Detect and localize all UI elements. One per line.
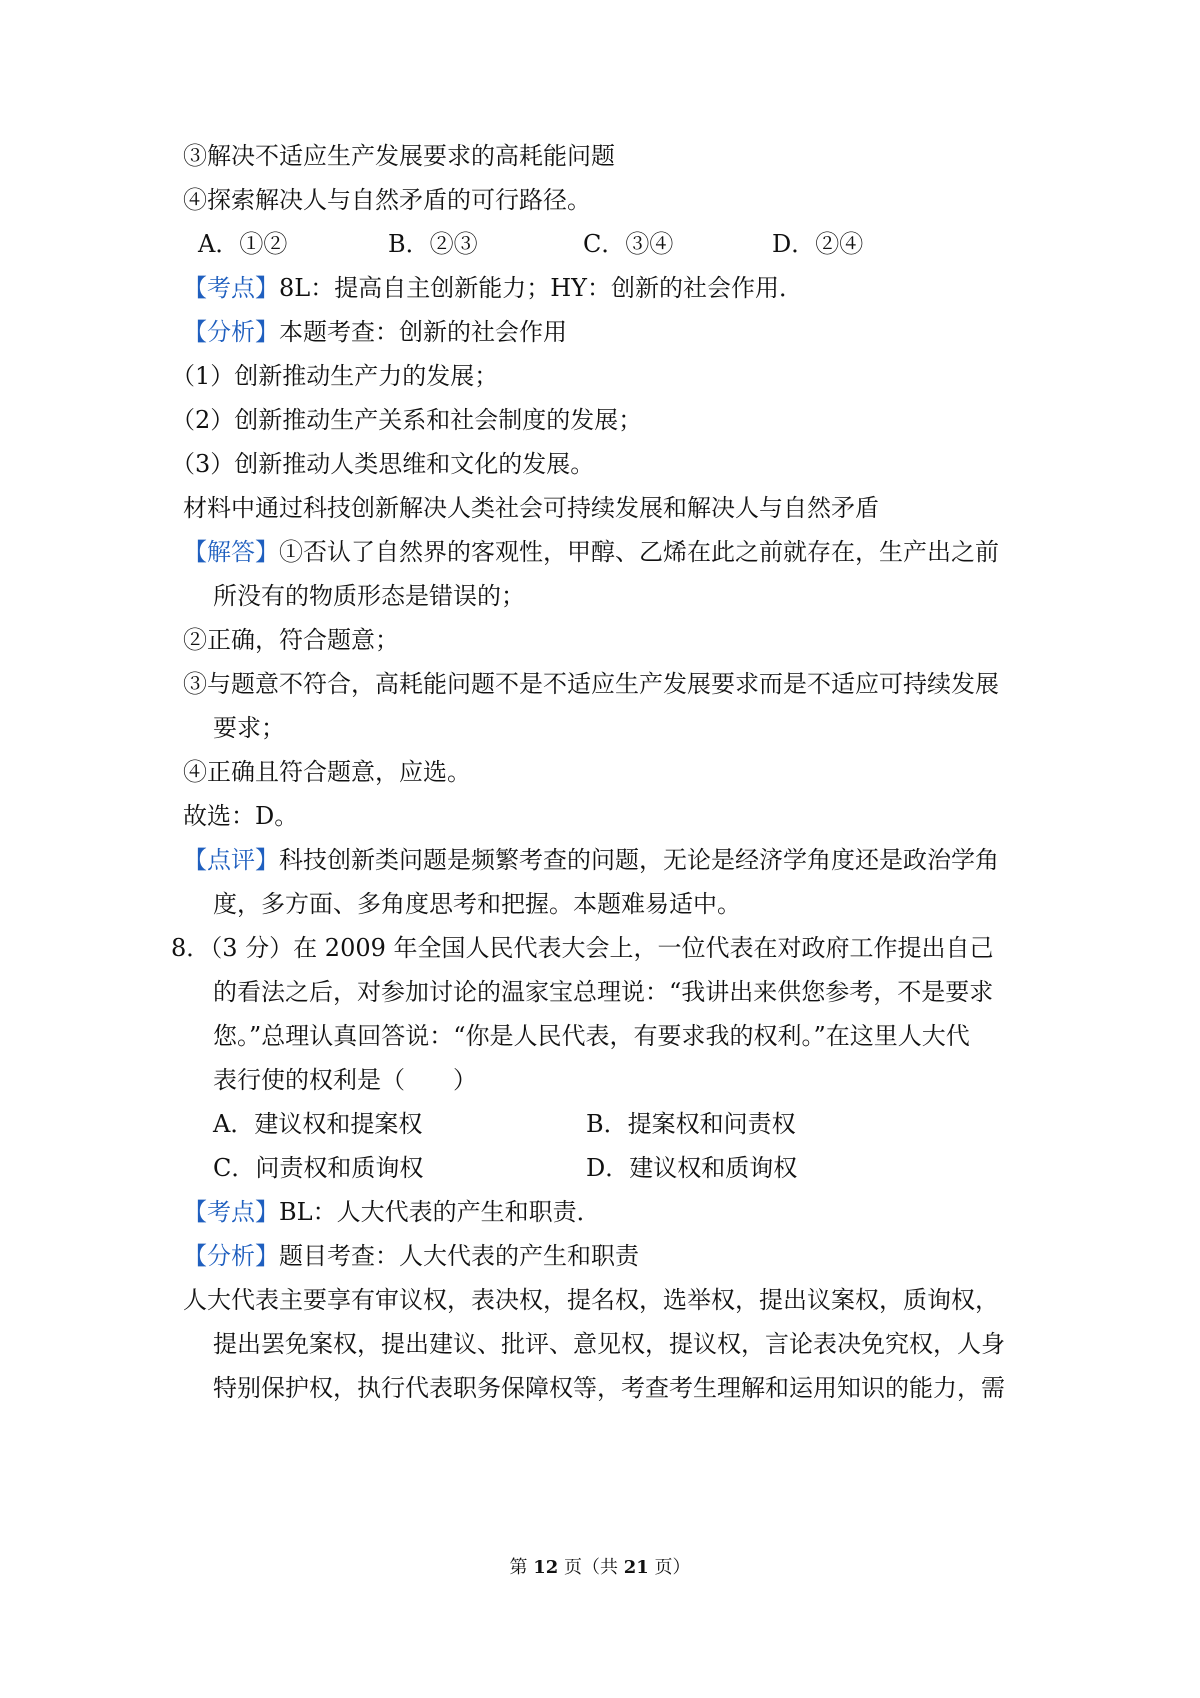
q7-jieda-item-3-cont: 要求；	[213, 714, 285, 742]
q7-answer: 故选：D。	[183, 802, 299, 830]
q7-fenxi-point-2: （2）创新推动生产关系和社会制度的发展；	[171, 406, 643, 434]
fenxi-tag: 【分析】	[183, 1242, 279, 1270]
q7-jieda	[183, 537, 999, 567]
q7-jieda-item-3: ③与题意不符合，高耗能问题不是不适应生产发展要求而是不适应可持续发展	[183, 670, 999, 698]
jieda-tag: 【解答】	[183, 538, 279, 566]
q8-fenxi	[183, 1241, 639, 1271]
q8-kaodian	[183, 1197, 601, 1227]
q8-option-d: D．建议权和质询权	[586, 1154, 798, 1182]
q7-fenxi-point-1: （1）创新推动生产力的发展；	[171, 362, 499, 390]
q7-fenxi-point-3: （3）创新推动人类思维和文化的发展。	[171, 450, 595, 478]
q7-kaodian-text: 8L：提高自主创新能力；HY：创新的社会作用．	[279, 274, 803, 302]
q7-option-b: B．②③	[388, 230, 478, 258]
q8-option-a: A．建议权和提案权	[213, 1110, 423, 1138]
option-statement-3: ③解决不适应生产发展要求的高耗能问题	[183, 142, 615, 170]
q7-fenxi	[183, 317, 567, 347]
kaodian-tag: 【考点】	[183, 1198, 279, 1226]
q7-dianping-text: 科技创新类问题是频繁考查的问题，无论是经济学角度还是政治学角	[279, 846, 999, 874]
footer-suffix: 页）	[654, 1557, 691, 1578]
q7-option-a: A．①②	[198, 230, 288, 258]
q7-fenxi-text: 本题考查：创新的社会作用	[279, 318, 567, 346]
footer-page-number: 12	[533, 1557, 559, 1578]
q7-jieda-item-2: ②正确，符合题意；	[183, 626, 399, 654]
q7-jieda-item-4: ④正确且符合题意，应选。	[183, 758, 471, 786]
q8-option-b: B．提案权和问责权	[586, 1110, 796, 1138]
q8-fenxi-line-2: 提出罢免案权，提出建议、批评、意见权，提议权，言论表决免究权，人身	[213, 1330, 1005, 1358]
q7-option-c: C．③④	[583, 230, 674, 258]
q8-option-c: C．问责权和质询权	[213, 1154, 424, 1182]
q8-stem-1: 8．（3 分）在 2009 年全国人民代表大会上，一位代表在对政府工作提出自己	[171, 934, 994, 962]
kaodian-tag: 【考点】	[183, 274, 279, 302]
q8-stem-3: 您。”总理认真回答说：“你是人民代表，有要求我的权利。”在这里人大代	[213, 1022, 970, 1050]
q7-dianping	[183, 845, 999, 875]
q7-kaodian	[183, 273, 803, 303]
q7-option-d: D．②④	[772, 230, 864, 258]
q8-stem-4: 表行使的权利是（ ）	[213, 1066, 477, 1094]
footer-middle: 页（共	[564, 1557, 618, 1578]
option-statement-4: ④探索解决人与自然矛盾的可行路径。	[183, 186, 591, 214]
q7-fenxi-summary: 材料中通过科技创新解决人类社会可持续发展和解决人与自然矛盾	[183, 494, 879, 522]
q8-fenxi-line-3: 特别保护权，执行代表职务保障权等，考查考生理解和运用知识的能力，需	[213, 1374, 1005, 1402]
q8-fenxi-text: 题目考查：人大代表的产生和职责	[279, 1242, 639, 1270]
footer-prefix: 第	[509, 1557, 528, 1578]
fenxi-tag: 【分析】	[183, 318, 279, 346]
q8-stem-2: 的看法之后，对参加讨论的温家宝总理说：“我讲出来供您参考，不是要求	[213, 978, 994, 1006]
q7-dianping-cont: 度，多方面、多角度思考和把握。本题难易适中。	[213, 890, 741, 918]
q7-jieda-text: ①否认了自然界的客观性，甲醇、乙烯在此之前就存在，生产出之前	[279, 538, 999, 566]
footer-total-pages: 21	[623, 1557, 649, 1578]
q8-kaodian-text: BL：人大代表的产生和职责．	[279, 1198, 601, 1226]
dianping-tag: 【点评】	[183, 846, 279, 874]
q8-fenxi-line-1: 人大代表主要享有审议权，表决权，提名权，选举权，提出议案权，质询权，	[183, 1286, 999, 1314]
q7-jieda-cont: 所没有的物质形态是错误的；	[213, 582, 525, 610]
page-footer	[0, 1556, 1200, 1580]
